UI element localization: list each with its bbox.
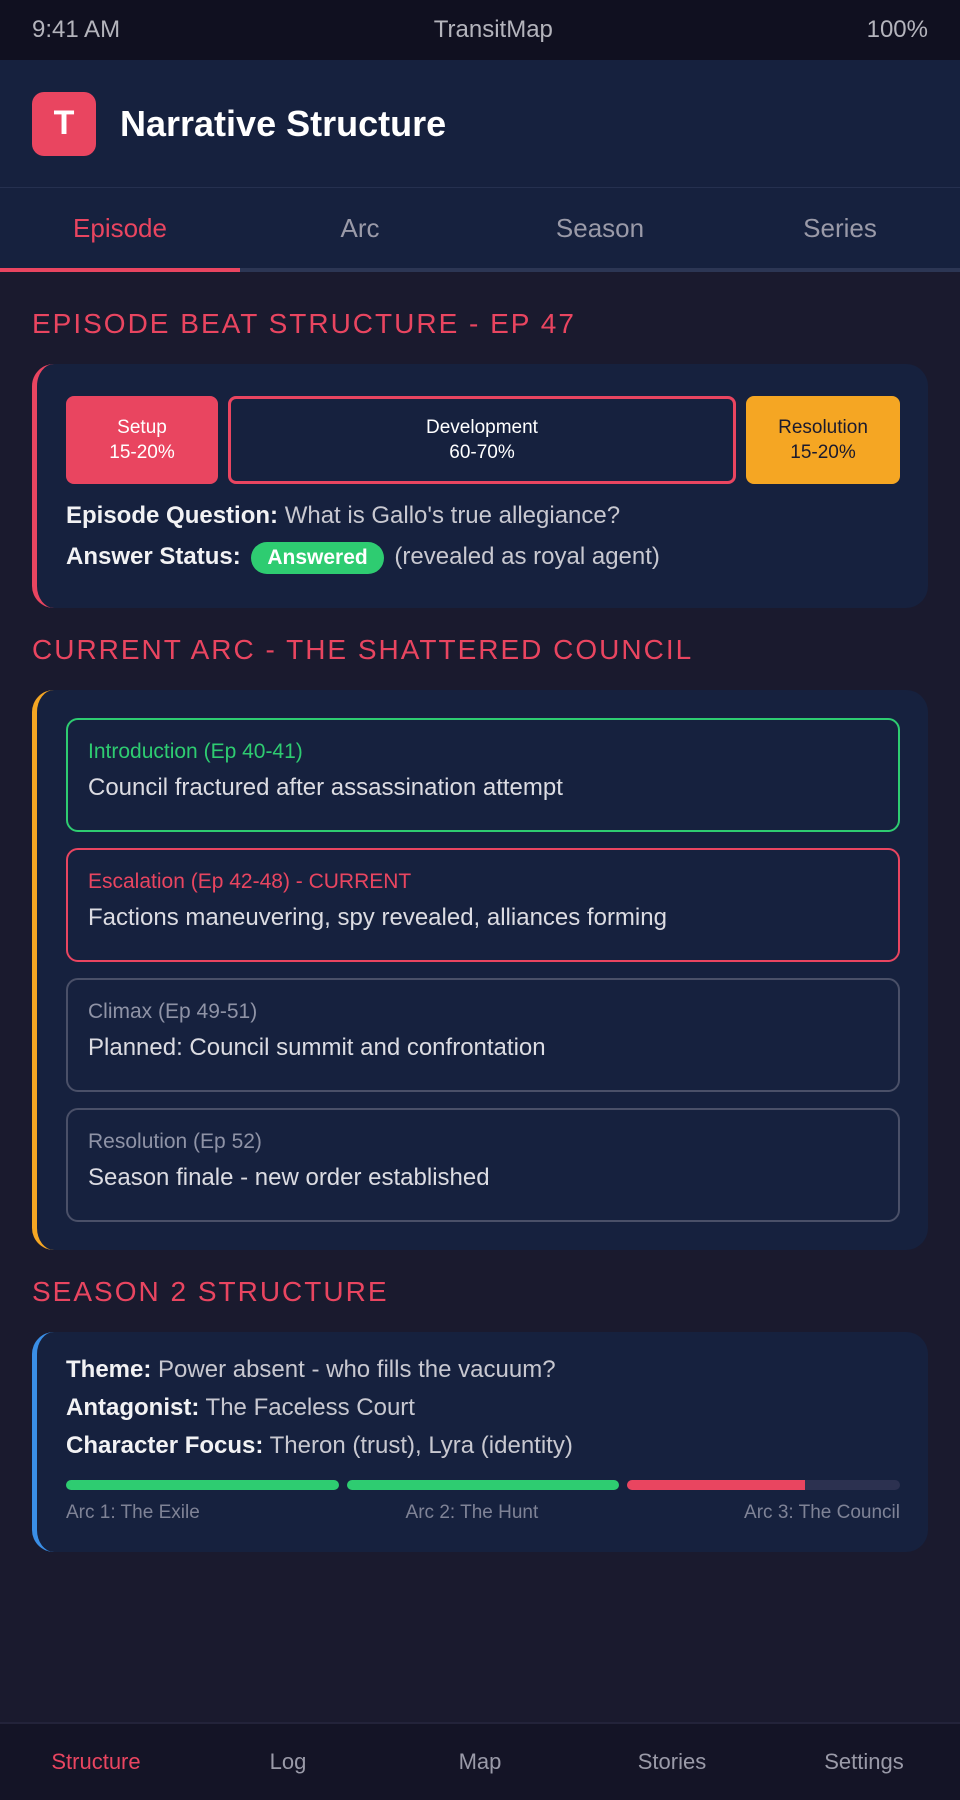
answer-note: (revealed as royal agent) — [394, 543, 660, 570]
arc-phase-introduction[interactable] — [66, 718, 900, 832]
progress-fill-arc3 — [627, 1480, 804, 1490]
season-character-focus — [66, 1432, 900, 1460]
season-focus-text: Theron (trust), Lyra (identity) — [269, 1432, 573, 1459]
progress-label-arc3: Arc 3: The Council — [744, 1502, 900, 1523]
status-badge: Answered — [251, 542, 383, 574]
beat-structure-bar — [66, 396, 900, 484]
arc-phase-desc: Planned: Council summit and confrontation — [88, 1034, 546, 1061]
progress-label-arc1: Arc 1: The Exile — [66, 1502, 200, 1523]
beat-resolution-pct: 15-20% — [790, 442, 856, 463]
season-theme-label: Theme: — [66, 1356, 152, 1383]
season-antagonist — [66, 1394, 900, 1422]
beat-setup[interactable] — [66, 396, 218, 484]
progress-label-arc2: Arc 2: The Hunt — [405, 1502, 539, 1523]
tab-series[interactable]: Series — [803, 212, 877, 243]
status-app-name: TransitMap — [433, 16, 553, 43]
episode-question-label: Episode Question: — [66, 502, 279, 529]
nav-settings[interactable]: Settings — [824, 1749, 904, 1774]
tab-season[interactable]: Season — [555, 212, 645, 243]
nav-structure[interactable]: Structure — [51, 1749, 141, 1774]
progress-segment-arc3 — [627, 1480, 900, 1490]
progress-segment-arc1 — [66, 1480, 339, 1490]
nav-stories[interactable]: Stories — [637, 1749, 707, 1774]
tab-episode[interactable]: Episode — [0, 188, 240, 268]
beat-resolution[interactable] — [746, 396, 900, 484]
beat-development[interactable] — [228, 396, 736, 484]
app-logo: T — [32, 92, 96, 156]
status-time: 9:41 AM — [32, 16, 121, 43]
progress-labels — [66, 1502, 900, 1524]
page-title: Narrative Structure — [120, 102, 447, 144]
episode-beat-card — [32, 364, 928, 608]
episode-section-title: EPISODE BEAT STRUCTURE - EP 47 — [32, 308, 576, 339]
arc-phase-label: Escalation (Ep 42-48) - CURRENT — [88, 870, 412, 893]
status-bar — [0, 0, 960, 60]
season-theme-text: Power absent - who fills the vacuum? — [158, 1356, 556, 1383]
arc-phase-label: Climax (Ep 49-51) — [88, 1000, 258, 1023]
season-progress-bar — [66, 1480, 900, 1490]
beat-development-name: Development — [426, 417, 538, 438]
episode-question — [66, 502, 900, 530]
tab-arc[interactable]: Arc — [340, 212, 380, 243]
main-content — [0, 308, 960, 1552]
arc-phase-climax[interactable] — [66, 978, 900, 1092]
arc-card — [32, 690, 928, 1250]
season-theme — [66, 1356, 900, 1384]
arc-phase-desc: Council fractured after assassination attempt — [88, 774, 563, 801]
arc-phase-resolution[interactable] — [66, 1108, 900, 1222]
app-header — [0, 60, 960, 188]
episode-question-text: What is Gallo's true allegiance? — [284, 502, 621, 529]
beat-development-pct: 60-70% — [449, 442, 515, 463]
arc-phase-escalation[interactable] — [66, 848, 900, 962]
beat-resolution-name: Resolution — [778, 417, 868, 438]
season-antagonist-label: Antagonist: — [66, 1394, 200, 1421]
arc-phase-label: Introduction (Ep 40-41) — [88, 740, 303, 763]
season-card — [32, 1332, 928, 1552]
bottom-nav — [0, 1722, 960, 1800]
answer-status-label: Answer Status: — [66, 543, 241, 570]
arc-phase-desc: Season finale - new order established — [88, 1164, 490, 1191]
beat-setup-name: Setup — [117, 417, 167, 438]
season-focus-label: Character Focus: — [66, 1432, 264, 1459]
season-section-title: SEASON 2 STRUCTURE — [32, 1276, 389, 1307]
tab-bar — [0, 188, 960, 272]
arc-section-title: CURRENT ARC - THE SHATTERED COUNCIL — [32, 634, 694, 665]
progress-segment-arc2 — [347, 1480, 620, 1490]
status-battery: 100% — [866, 16, 928, 43]
season-antagonist-text: The Faceless Court — [205, 1394, 415, 1421]
beat-setup-pct: 15-20% — [109, 442, 175, 463]
arc-phase-label: Resolution (Ep 52) — [88, 1130, 262, 1153]
answer-status — [66, 542, 900, 574]
nav-map[interactable]: Map — [458, 1749, 502, 1774]
nav-log[interactable]: Log — [269, 1749, 307, 1774]
arc-phase-desc: Factions maneuvering, spy revealed, alliances forming — [88, 904, 667, 931]
